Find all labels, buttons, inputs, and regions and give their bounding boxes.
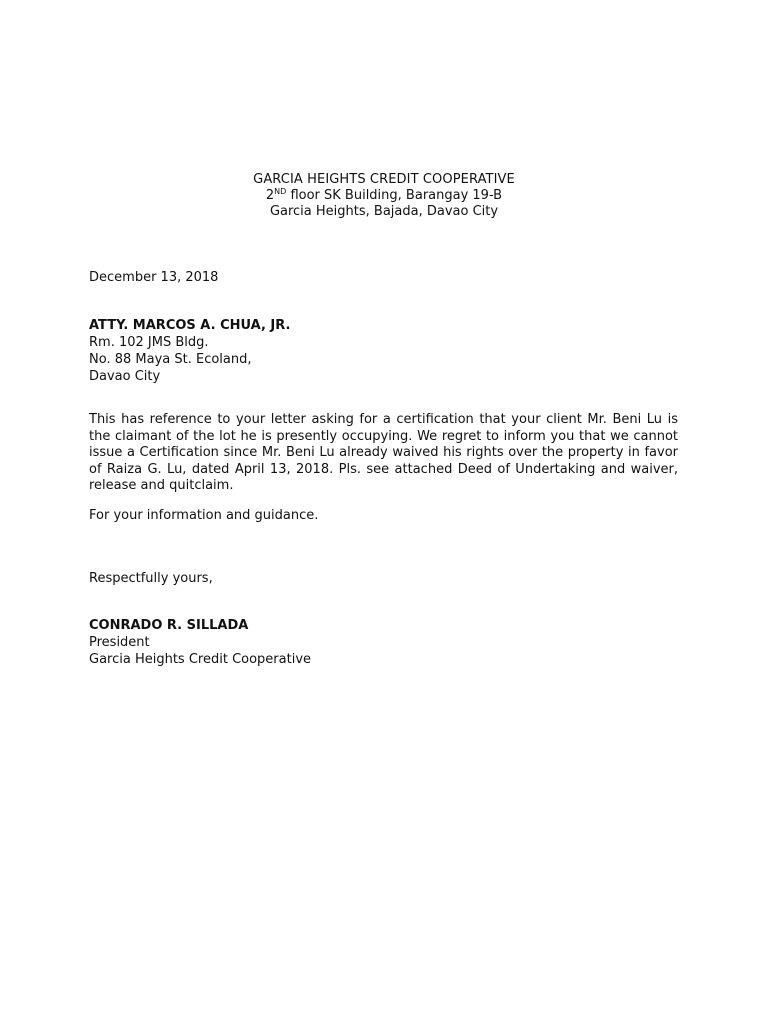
recipient-address-line: Rm. 102 JMS Bldg. <box>89 335 209 350</box>
signature-block <box>89 617 679 668</box>
letterhead <box>0 172 768 220</box>
recipient-name: ATTY. MARCOS A. CHUA, JR. <box>89 318 291 333</box>
address-line-1-rest: floor SK Building, Barangay 19-B <box>286 188 503 203</box>
recipient-address-line: Davao City <box>89 369 161 384</box>
address-line-1 <box>0 188 768 204</box>
body-paragraph: This has reference to your letter asking for a certification that your client Mr. Beni Lu is the claimant of the lot he is presently occupying. We regret to inform you that we cannot issue a Certification since Mr. Beni Lu already waived his rights over the property in favor of Raiza G. Lu, dated April 13, 2018. Pls. see attached Deed of Undertaking and waiver, release and quitclaim. <box>89 412 678 493</box>
floor-ordinal-suffix: ND <box>274 187 287 196</box>
recipient-block <box>89 317 679 385</box>
complimentary-close: Respectfully yours, <box>89 571 213 586</box>
signatory-name: CONRADO R. SILLADA <box>89 618 249 633</box>
recipient-address-line: No. 88 Maya St. Ecoland, <box>89 352 252 367</box>
letter-date: December 13, 2018 <box>89 270 219 285</box>
address-line-2: Garcia Heights, Bajada, Davao City <box>269 204 499 219</box>
floor-number: 2 <box>265 188 275 203</box>
closing-paragraph: For your information and guidance. <box>89 508 319 523</box>
signatory-organization: Garcia Heights Credit Cooperative <box>89 652 312 667</box>
signatory-title: President <box>89 635 150 650</box>
organization-name: GARCIA HEIGHTS CREDIT COOPERATIVE <box>253 172 515 187</box>
